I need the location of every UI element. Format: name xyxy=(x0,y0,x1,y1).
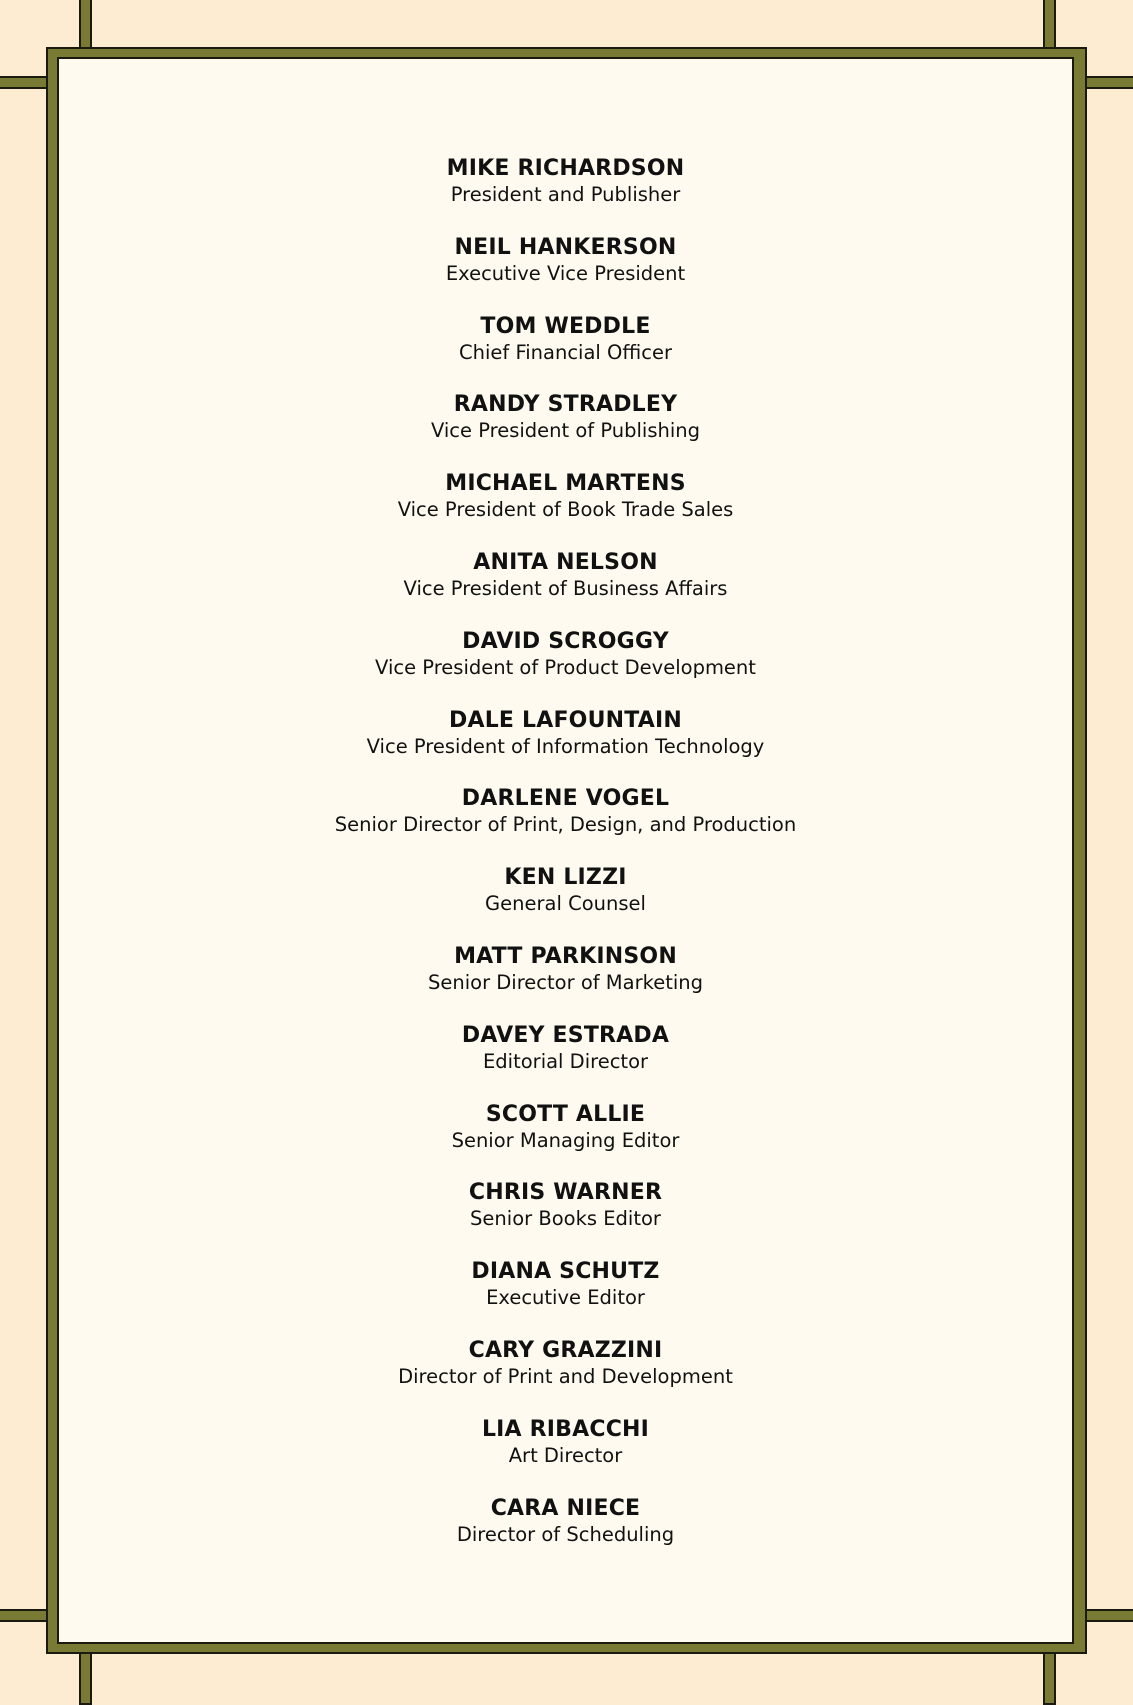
staff-name: DAVEY ESTRADA xyxy=(461,1022,670,1048)
staff-title: Vice President of Business Affairs xyxy=(403,576,728,600)
staff-entry xyxy=(59,470,1072,549)
staff-title: Director of Print and Development xyxy=(398,1364,733,1388)
staff-title: Chief Financial Officer xyxy=(459,340,672,364)
staff-entry xyxy=(59,628,1072,707)
staff-title: Senior Director of Print, Design, and Production xyxy=(334,813,797,837)
staff-title: Editorial Director xyxy=(482,1049,649,1073)
staff-name: RANDY STRADLEY xyxy=(453,392,678,418)
staff-name: TOM WEDDLE xyxy=(480,313,651,339)
staff-title: President and Publisher xyxy=(450,183,681,206)
border-bar-right-bottom xyxy=(1043,1645,1056,1705)
staff-name: DARLENE VOGEL xyxy=(461,786,670,812)
staff-entry xyxy=(59,549,1072,628)
staff-entry xyxy=(59,155,1072,234)
staff-name: CARA NIECE xyxy=(490,1495,641,1521)
staff-title: Senior Managing Editor xyxy=(451,1128,680,1152)
staff-entry xyxy=(59,864,1072,943)
content-panel xyxy=(57,57,1074,1644)
staff-title: Senior Books Editor xyxy=(470,1207,661,1231)
staff-title: Senior Director of Marketing xyxy=(427,970,703,994)
staff-entry xyxy=(59,1022,1072,1101)
staff-name: DAVID SCROGGY xyxy=(462,628,669,654)
staff-title: Vice President of Publishing xyxy=(430,419,701,443)
staff-entry xyxy=(59,1416,1072,1495)
staff-entry xyxy=(59,234,1072,313)
staff-entry xyxy=(59,943,1072,1022)
staff-entry xyxy=(59,391,1072,470)
staff-title: General Counsel xyxy=(485,892,646,916)
staff-title: Executive Vice President xyxy=(445,261,686,285)
staff-name: KEN LIZZI xyxy=(504,865,627,891)
staff-entry xyxy=(59,1101,1072,1180)
staff-entry xyxy=(59,707,1072,786)
staff-name: SCOTT ALLIE xyxy=(485,1101,646,1127)
staff-title: Director of Scheduling xyxy=(456,1522,675,1546)
border-bar-left-bottom xyxy=(79,1645,92,1705)
staff-title: Art Director xyxy=(508,1443,623,1467)
staff-entry xyxy=(59,1495,1072,1574)
staff-name: DIANA SCHUTZ xyxy=(471,1259,660,1285)
staff-title: Executive Editor xyxy=(486,1286,645,1310)
staff-name: MICHAEL MARTENS xyxy=(445,471,686,497)
staff-entry xyxy=(59,1179,1072,1258)
staff-name: CARY GRAZZINI xyxy=(468,1337,663,1363)
staff-entry xyxy=(59,785,1072,864)
staff-title: Vice President of Book Trade Sales xyxy=(397,498,734,522)
staff-name: MATT PARKINSON xyxy=(454,943,677,969)
staff-name: MIKE RICHARDSON xyxy=(446,156,685,181)
staff-title: Vice President of Product Development xyxy=(375,655,756,679)
staff-entry xyxy=(59,1258,1072,1337)
staff-entry xyxy=(59,313,1072,392)
staff-entry xyxy=(59,1337,1072,1416)
staff-name: DALE LAFOUNTAIN xyxy=(449,707,682,733)
staff-name: LIA RIBACCHI xyxy=(481,1416,650,1442)
staff-name: ANITA NELSON xyxy=(473,549,658,575)
staff-list xyxy=(59,155,1072,1573)
staff-name: CHRIS WARNER xyxy=(468,1180,663,1206)
staff-title: Vice President of Information Technology xyxy=(366,734,765,758)
staff-name: NEIL HANKERSON xyxy=(454,234,677,260)
